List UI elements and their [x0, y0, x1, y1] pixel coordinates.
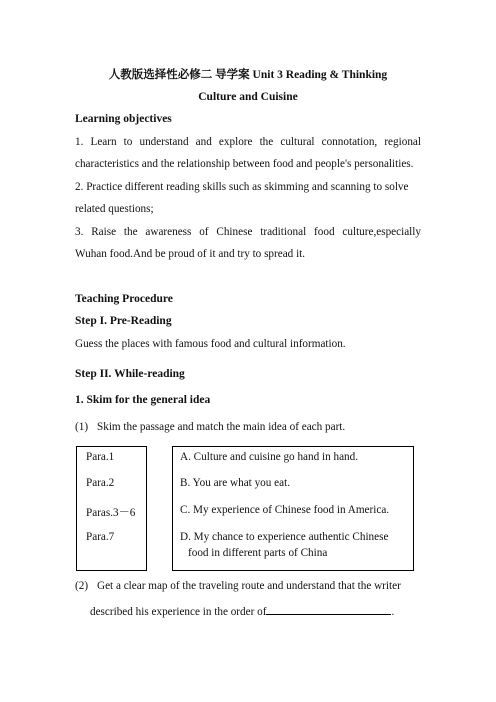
objective-1-line-1: 1. Learn to understand and explore the cultural connotation, regional: [75, 136, 421, 148]
task2-line-2-text: described his experience in the order of: [90, 606, 267, 618]
step2-heading: Step II. While-reading: [75, 368, 185, 380]
para-label-1: Para.1: [86, 451, 115, 463]
task2-line-1: Get a clear map of the traveling route and understand that the writer: [97, 580, 401, 592]
task1-text: Skim the passage and match the main idea of each part.: [97, 421, 346, 433]
idea-d: D. My chance to experience authentic Chinese: [180, 531, 389, 543]
idea-b: B. You are what you eat.: [180, 477, 290, 489]
task2-number: (2): [75, 580, 89, 592]
paragraph-box: [76, 446, 147, 571]
task2-line-2-period: .: [391, 606, 395, 618]
idea-c: C. My experience of Chinese food in America.: [180, 504, 390, 516]
objective-2-line-2: related questions;: [75, 203, 154, 215]
step1-text: Guess the places with famous food and cultural information.: [75, 338, 346, 350]
objective-3-line-2: Wuhan food.And be proud of it and try to spread it.: [75, 248, 306, 260]
step1-heading: Step I. Pre-Reading: [75, 315, 172, 327]
procedure-heading: Teaching Procedure: [75, 293, 173, 305]
skim-heading: 1. Skim for the general idea: [75, 394, 211, 406]
task2-line-2: [90, 603, 394, 618]
para-label-4: Para.7: [86, 531, 115, 543]
para-label-3: Paras.3－6: [86, 507, 136, 519]
idea-d-line-2: food in different parts of China: [188, 547, 328, 559]
answer-blank[interactable]: [266, 603, 391, 615]
document-title: 人教版选择性必修二 导学案 Unit 3 Reading & Thinking: [108, 69, 388, 81]
task1-number: (1): [75, 421, 89, 433]
objective-1-line-2: characteristics and the relationship between food and people's personalities.: [75, 158, 414, 170]
objective-3-line-1: 3. Raise the awareness of Chinese traditional food culture,especially: [75, 226, 421, 238]
main-idea-box: [172, 446, 414, 571]
idea-a: A. Culture and cuisine go hand in hand.: [180, 451, 359, 463]
document-subtitle: Culture and Cuisine: [198, 91, 298, 103]
para-label-2: Para.2: [86, 477, 115, 489]
objectives-heading: Learning objectives: [75, 113, 172, 125]
objective-2-line-1: 2. Practice different reading skills such as skimming and scanning to solve: [75, 181, 409, 193]
